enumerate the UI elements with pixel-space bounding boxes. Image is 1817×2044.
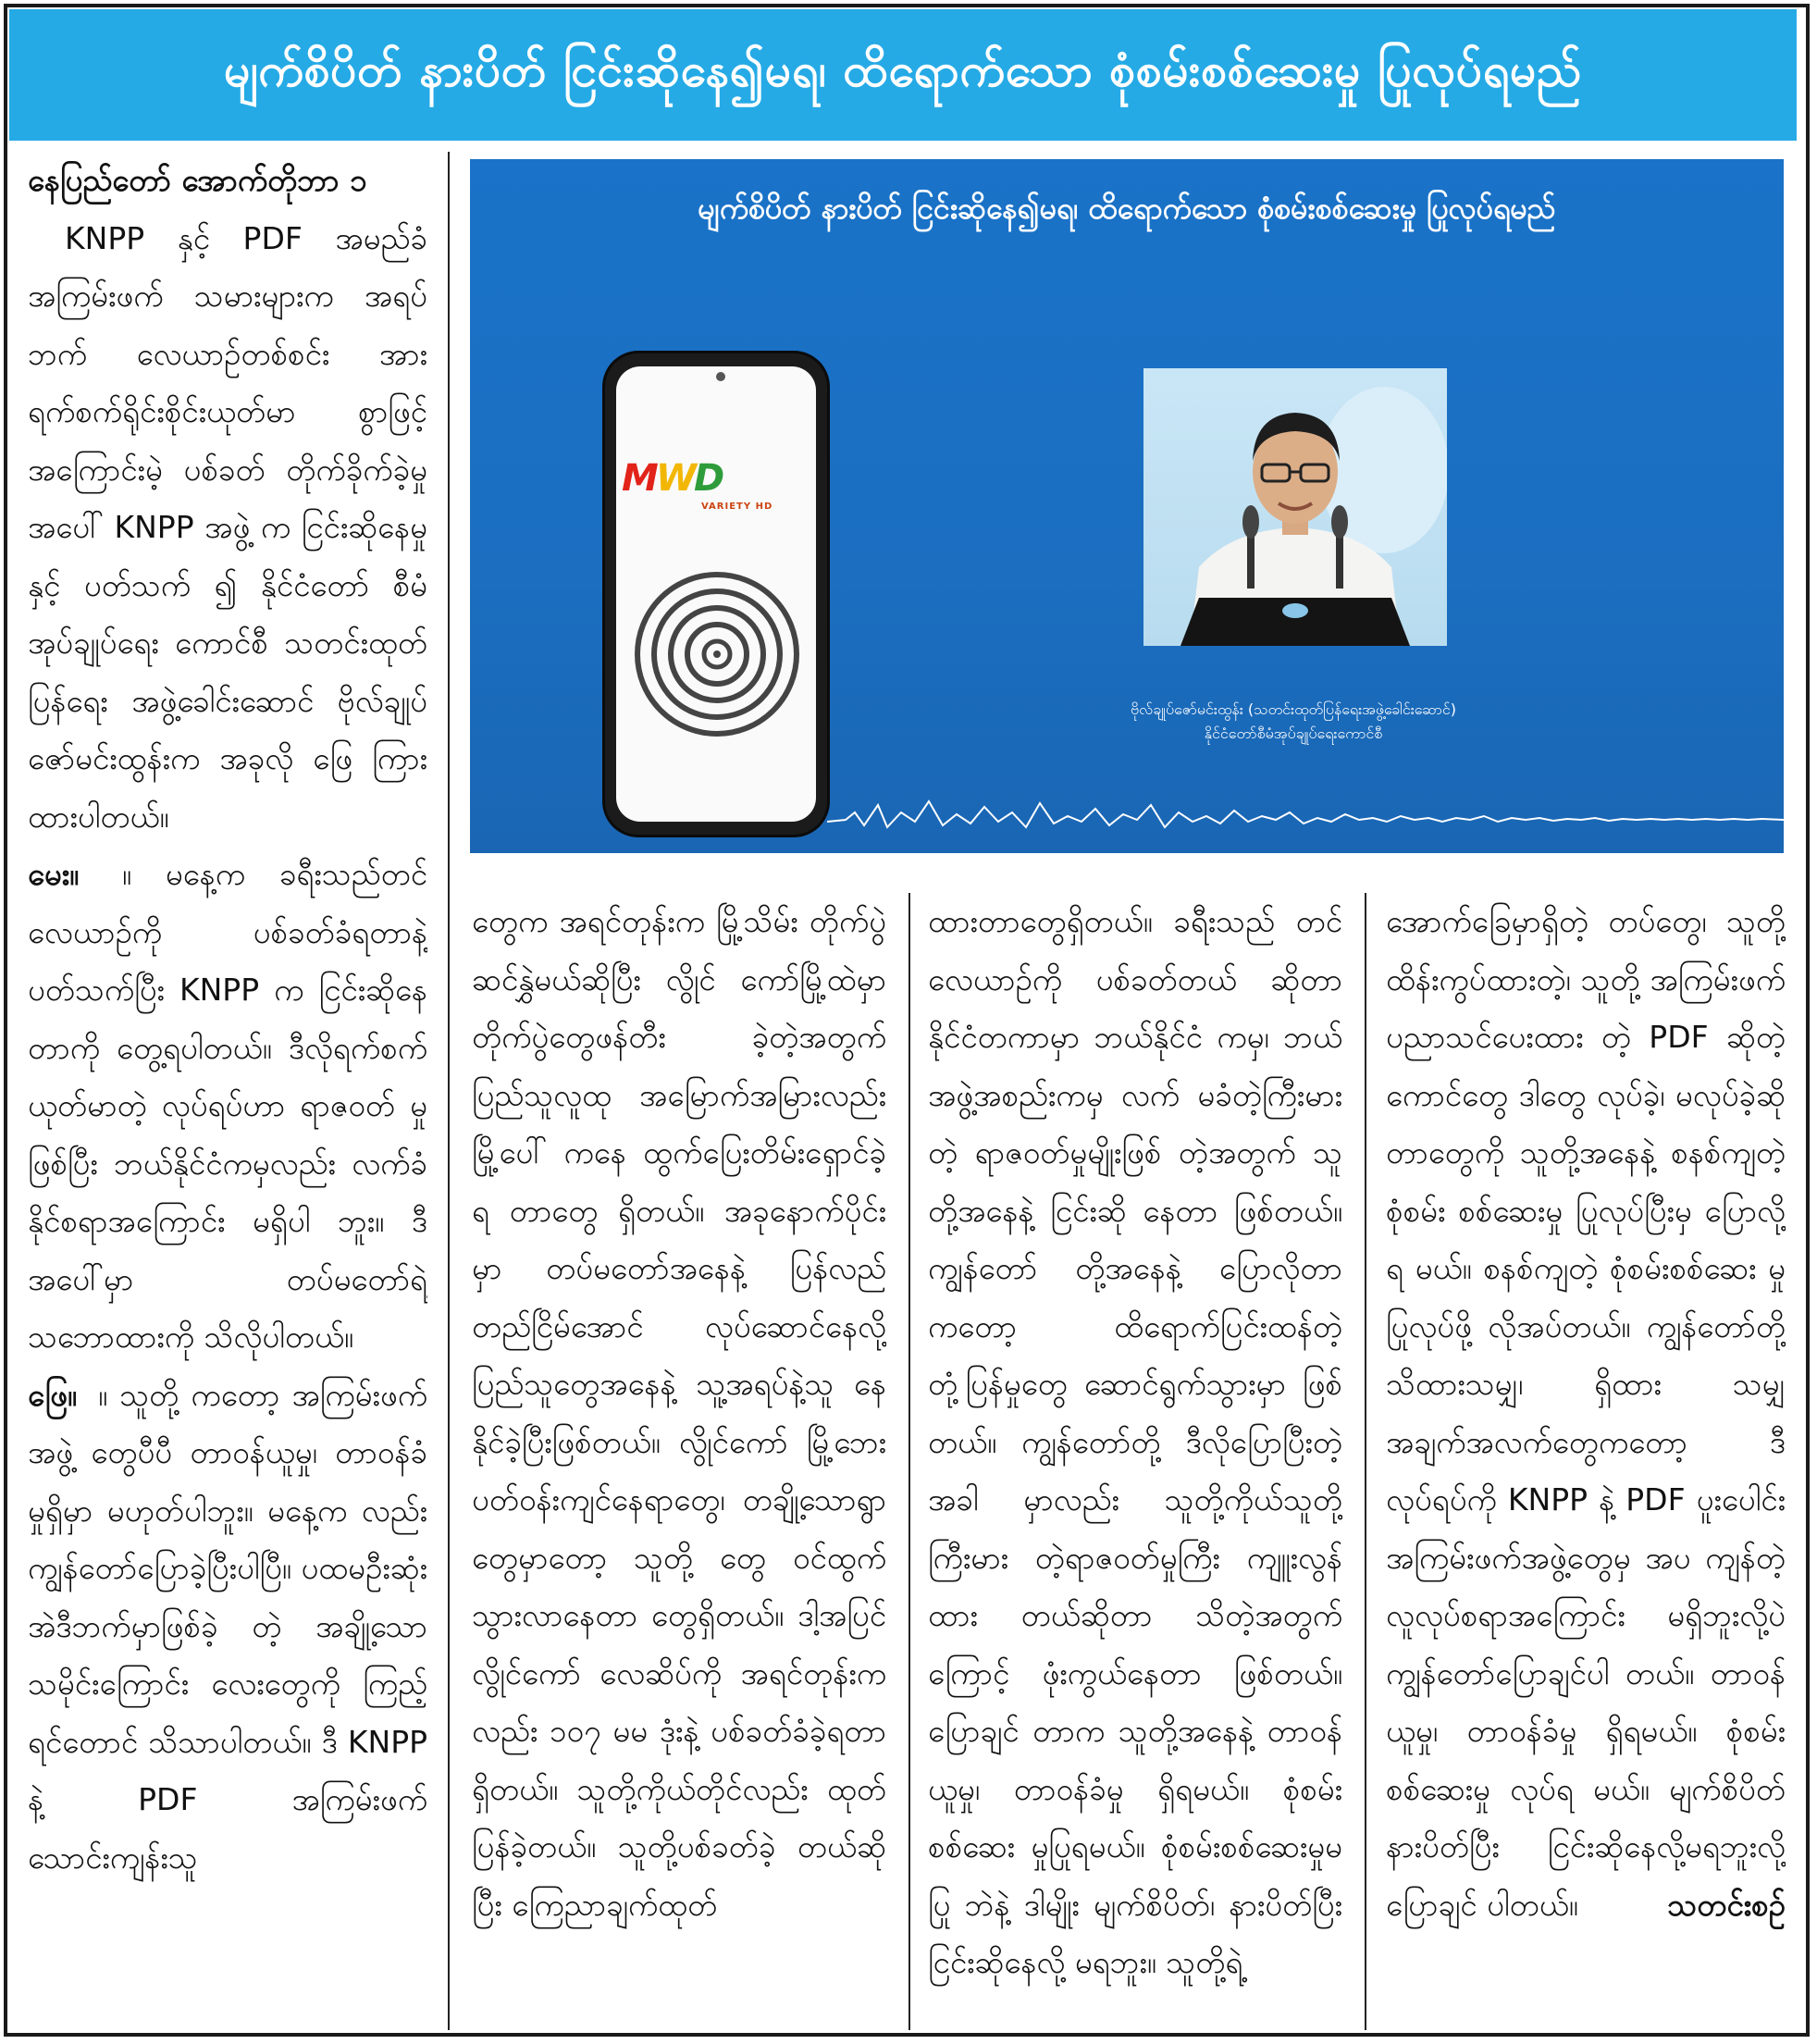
intro-paragraph: KNPP နှင့် PDF အမည်ခံ အကြမ်းဖက် သမားများက အရပ်ဘက် လေယာဉ်တစ်စင်း အား ရက်စက်ရိုင်းစိုင်းယုတ်မာ စွာဖြင့် အကြောင်းမဲ့ ပစ်ခတ် တိုက်ခိုက်ခဲ့မှုအပေါ် KNPP အဖွဲ့ က ငြင်းဆိုနေမှုနှင့် ပတ်သက် ၍ နိုင်ငံတော် စီမံအုပ်ချုပ်ရေး ကောင်စီ သတင်းထုတ်ပြန်ရေး အဖွဲ့ခေါင်းဆောင် ဗိုလ်ချုပ် ဇော်မင်းထွန်းက အခုလို ဖြေ ကြားထားပါတယ်။	[28, 219, 427, 835]
column-4-text	[1386, 893, 1786, 1934]
article-column-4	[1386, 893, 1786, 2030]
caption-line-1: ဗိုလ်ချုပ်ဇော်မင်းထွန်း (သတင်းထုတ်ပြန်ရေးအဖွဲ့ခေါင်းဆောင်)	[1131, 700, 1456, 718]
column-4-body: အောက်ခြေမှာရှိတဲ့ တပ်တွေ၊ သူတို့ ထိန်းကွပ်ထားတဲ့၊ သူတို့ အကြမ်းဖက်ပညာသင်ပေးထား တဲ့ PDF ဆိုတဲ့ ကောင်တွေ ဒါတွေ လုပ်ခဲ့၊ မလုပ်ခဲ့ဆိုတာတွေကို သူတို့အနေနဲ့ စနစ်ကျတဲ့ စုံစမ်း စစ်ဆေးမှု ပြုလုပ်ပြီးမှ ပြောလို့ရ မယ်။ စနစ်ကျတဲ့ စုံစမ်းစစ်ဆေး မှုပြုလုပ်ဖို့ လိုအပ်တယ်။ ကျွန်တော်တို့သိထားသမျှ၊ ရှိထား သမျှအချက်အလက်တွေကတော့ ဒီလုပ်ရပ်ကို KNPP နဲ့ PDF ပူးပေါင်းအကြမ်းဖက်အဖွဲ့တွေမှ အပ ကျန်တဲ့လူလုပ်စရာအကြောင်း မရှိဘူးလို့ပဲ ကျွန်တော်ပြောချင်ပါ တယ်။ တာဝန်ယူမှု၊ တာဝန်ခံမှု ရှိရမယ်။ စုံစမ်းစစ်ဆေးမှု လုပ်ရ မယ်။ မျက်စိပိတ် နားပိတ်ပြီး ငြင်းဆိုနေလို့မရဘူးလို့ ပြောချင် ပါတယ်။	[1386, 903, 1786, 1923]
question-paragraph	[28, 846, 427, 1367]
column-divider	[448, 152, 450, 2030]
mwd-logo-subtitle: VARIETY HD	[701, 502, 773, 512]
question-label: မေး။	[28, 856, 80, 892]
column-3-text: ထားတာတွေရှိတယ်။ ခရီးသည် တင်လေယာဉ်ကို ပစ်ခတ်တယ် ဆိုတာ နိုင်ငံတကာမှာ ဘယ်နိုင်ငံ ကမှ၊ ဘယ်အဖွဲ့အစည်းကမှ လက် မခံတဲ့ကြီးမားတဲ့ ရာဇဝတ်မှုမျိုးဖြစ် တဲ့အတွက် သူတို့အနေနဲ့ ငြင်းဆို နေတာ ဖြစ်တယ်။ ကျွန်တော် တို့အနေနဲ့ ပြောလိုတာကတော့ ထိရောက်ပြင်းထန်တဲ့တုံ့ပြန်မှုတွေ ဆောင်ရွက်သွားမှာ ဖြစ်တယ်။ ကျွန်တော်တို့ ဒီလိုပြောပြီးတဲ့အခါ မှာလည်း သူတို့ကိုယ်သူတို့ကြီးမား တဲ့ရာဇဝတ်မှုကြီး ကျူးလွန်ထား တယ်ဆိုတာ သိတဲ့အတွက်ကြောင့် ဖုံးကွယ်နေတာ ဖြစ်တယ်။ ပြောချင် တာက သူတို့အနေနဲ့ တာဝန်ယူမှု၊ တာဝန်ခံမှု ရှိရမယ်။ စုံစမ်းစစ်ဆေး မှုပြုရမယ်။ စုံစမ်းစစ်ဆေးမှုမပြု ဘဲနဲ့ ဒါမျိုး မျက်စိပိတ်၊ နားပိတ်ပြီး ငြင်းဆိုနေလို့ မရဘူး။ သူတို့ရဲ့	[928, 903, 1342, 1980]
audio-waveform	[827, 785, 1784, 840]
news-photo	[470, 159, 1784, 853]
mwd-logo: MWD	[622, 457, 723, 500]
caption-line-2: နိုင်ငံတော်စီမံအုပ်ချုပ်ရေးကောင်စီ	[1204, 725, 1383, 742]
article-column-2	[472, 893, 886, 2030]
radio-waves-icon	[633, 570, 801, 738]
headline-banner	[9, 9, 1797, 141]
phone-screen	[616, 366, 816, 822]
speaker-figure	[1143, 368, 1447, 646]
column-divider	[908, 893, 910, 2030]
answer-text: ။ သူတို့ ကတော့ အကြမ်းဖက်အဖွဲ့ တွေပီပီ တာဝန်ယူမှု၊ တာဝန်ခံ မှုရှိမှာ မဟုတ်ပါဘူး။ မနေ့က လည်း ကျွန်တော်ပြောခဲ့ပြီးပါပြီ။ ပထမဦးဆုံး အဲဒီဘက်မှာဖြစ်ခဲ့ တဲ့ အချို့သောသမိုင်းကြောင်း လေးတွေကို ကြည့်ရင်တောင် သိသာပါတယ်။ ဒီ KNPP နဲ့ PDF အကြမ်းဖက် သောင်းကျန်းသူ	[28, 1376, 427, 1876]
column-2-text: တွေက အရင်တုန်းက မြို့သိမ်း တိုက်ပွဲဆင်နွှဲမယ်ဆိုပြီး လွိုင် ကော်မြို့ထဲမှာ တိုက်ပွဲတွေဖန်တီး ခဲ့တဲ့အတွက် ပြည်သူလူထု အမြောက်အမြားလည်း မြို့ပေါ် ကနေ ထွက်ပြေးတိမ်းရှောင်ခဲ့ရ တာတွေ ရှိတယ်။ အခုနောက်ပိုင်း မှာ တပ်မတော်အနေနဲ့ ပြန်လည် တည်ငြိမ်အောင် လုပ်ဆောင်နေလို့ ပြည်သူတွေအနေနဲ့ သူ့အရပ်နဲ့သူ နေနိုင်ခဲ့ပြီးဖြစ်တယ်။ လွိုင်ကော် မြို့ဘေးပတ်ဝန်းကျင်နေရာတွေ၊ တချို့သောရွာတွေမှာတော့ သူတို့ တွေ ဝင်ထွက်သွားလာနေတာ တွေရှိတယ်။ ဒါ့အပြင် လွိုင်ကော် လေဆိပ်ကို အရင်တုန်းကလည်း ၁၀၇ မမ ဒုံးနဲ့ ပစ်ခတ်ခံခဲ့ရတာ ရှိတယ်။ သူတို့ကိုယ်တိုင်လည်း ထုတ်ပြန်ခဲ့တယ်။ သူတို့ပစ်ခတ်ခဲ့ တယ်ဆိုပြီး ကြေညာချက်ထုတ်	[472, 903, 886, 1923]
camera-icon	[716, 372, 725, 381]
byline: သတင်းစဉ်	[1667, 1886, 1786, 1923]
photo-caption	[1062, 698, 1525, 746]
answer-paragraph	[28, 1367, 427, 1888]
question-text: ။ မနေ့က ခရီးသည်တင် လေယာဉ်ကို ပစ်ခတ်ခံရတာနဲ့ ပတ်သက်ပြီး KNPP က ငြင်းဆိုနေတာကို တွေ့ရပါတယ်။ ဒီလိုရက်စက် ယုတ်မာတဲ့ လုပ်ရပ်ဟာ ရာဇဝတ် မှုဖြစ်ပြီး ဘယ်နိုင်ငံကမှလည်း လက်ခံနိုင်စရာအကြောင်း မရှိပါ ဘူး။ ဒီအပေါ်မှာ တပ်မတော်ရဲ့ သဘောထားကို သိလိုပါတယ်။	[28, 856, 427, 1355]
article-column-3	[928, 893, 1342, 2030]
headline: မျက်စိပိတ် နားပိတ် ငြင်းဆိုနေ၍မရ၊ ထိရောက်သော စုံစမ်းစစ်ဆေးမှု ပြုလုပ်ရမည်	[224, 43, 1582, 97]
article-column-1	[28, 152, 427, 2030]
column-divider	[1365, 893, 1366, 2030]
phone-graphic	[605, 353, 827, 835]
dateline: နေပြည်တော် အောက်တိုဘာ ၁	[28, 162, 367, 198]
photo-title: မျက်စိပိတ် နားပိတ် ငြင်းဆိုနေ၍မရ၊ ထိရောက်သော စုံစမ်းစစ်ဆေးမှု ပြုလုပ်ရမည်	[698, 191, 1556, 226]
answer-label: ဖြေ။	[28, 1376, 77, 1413]
speaker-photo	[1143, 368, 1447, 646]
